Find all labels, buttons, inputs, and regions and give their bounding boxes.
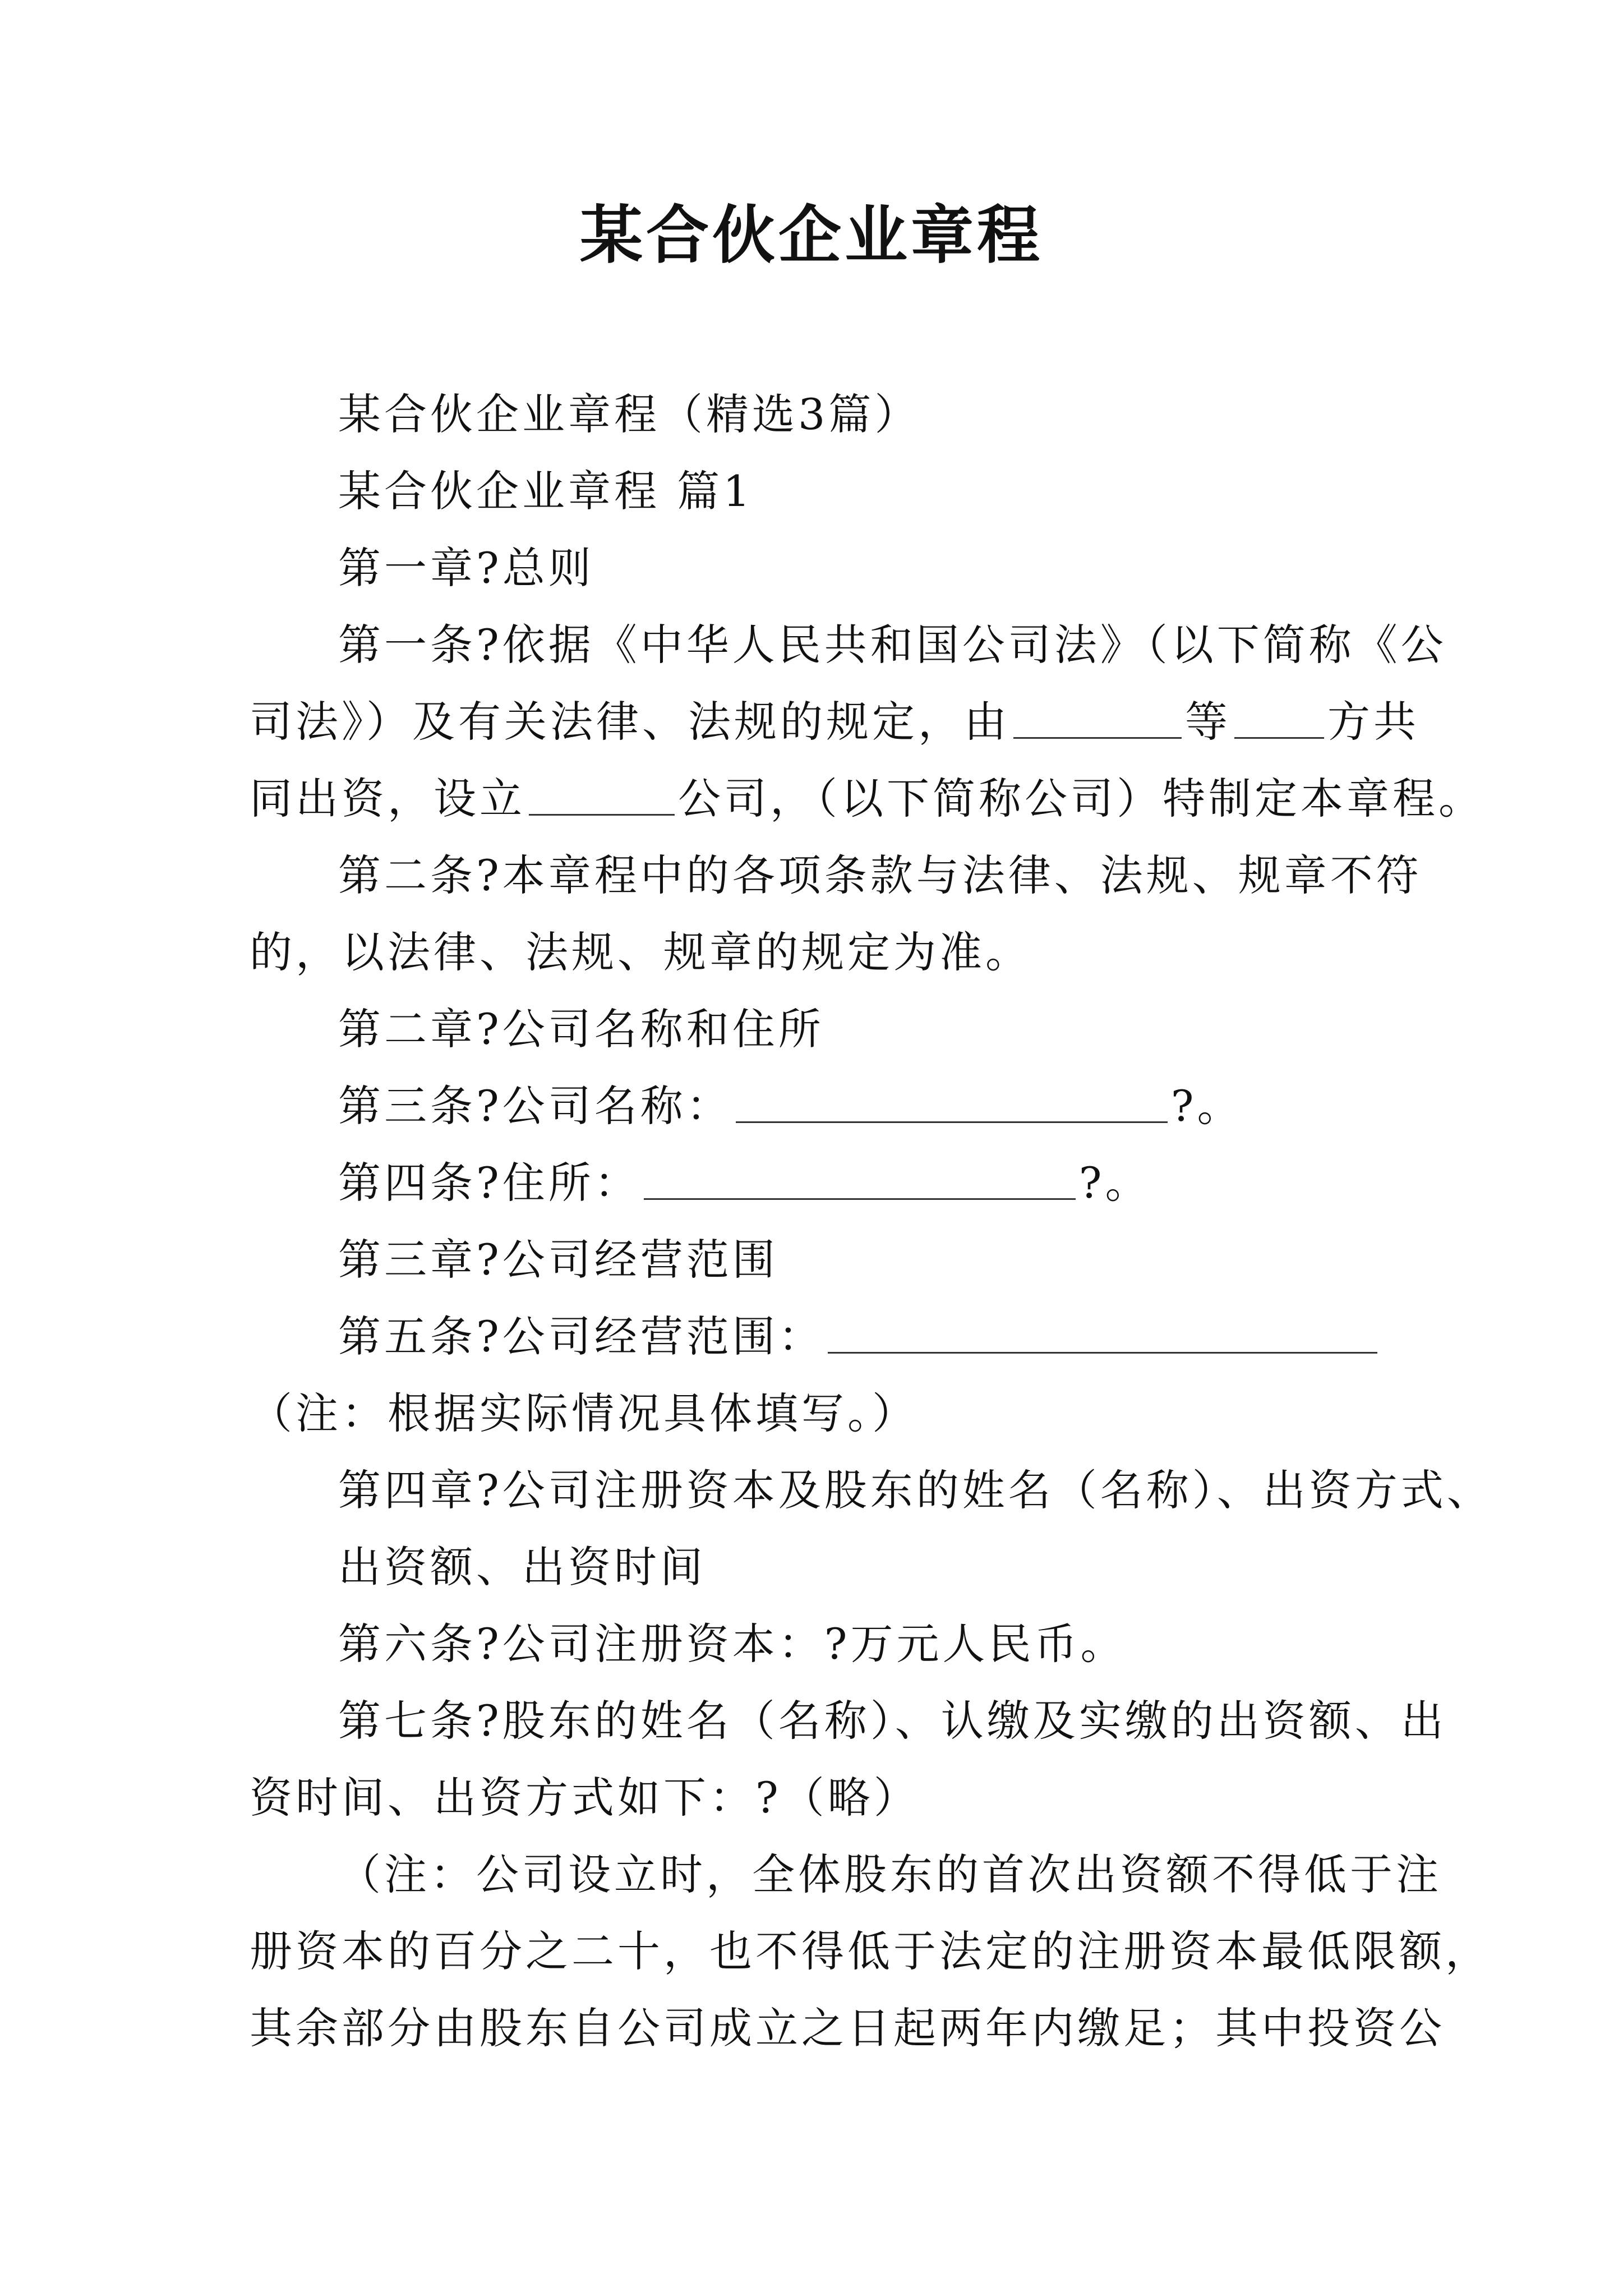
paragraph-line: 第一章?总则 <box>338 543 594 593</box>
fill-in-blank <box>736 1082 1168 1123</box>
paragraph-line: （注：公司设立时，全体股东的首次出资额不得低于注 <box>338 1849 1442 1899</box>
paragraph-line: （注：根据实际情况具体填写。） <box>250 1388 918 1438</box>
paragraph-line <box>250 1298 1377 1375</box>
text-segment: 方共 <box>1327 697 1419 747</box>
paragraph-line: 第二章?公司名称和住所 <box>338 1004 824 1054</box>
paragraph-line <box>250 1068 1377 1144</box>
paragraph-line: 的，以法律、法规、规章的规定为准。 <box>250 927 1031 977</box>
paragraph-line <box>250 1144 1377 1221</box>
fill-in-blank <box>828 1313 1377 1354</box>
paragraph-line: 第六条?公司注册资本：?万元人民币。 <box>338 1619 1127 1669</box>
paragraph-line: 第二条?本章程中的各项条款与法律、法规、规章不符 <box>338 850 1422 900</box>
text-segment: 司法》）及有关法律、法规的规定，由 <box>250 697 1010 747</box>
text-segment: ?。 <box>1078 1158 1151 1208</box>
paragraph-line: 资时间、出资方式如下：?（略） <box>250 1773 920 1823</box>
paragraph-line: 出资额、出资时间 <box>338 1542 706 1592</box>
paragraph-line: 某合伙企业章程（精选3篇） <box>338 389 921 439</box>
fill-in-blank <box>1013 698 1182 739</box>
text-segment: 同出资，设立 <box>250 774 525 823</box>
paragraph-line: 册资本的百分之二十，也不得低于法定的注册资本最低限额， <box>250 1926 1491 1976</box>
fill-in-blank <box>644 1159 1076 1200</box>
document-title: 某合伙企业章程 <box>580 199 1043 272</box>
paragraph-line: 第四章?公司注册资本及股东的姓名（名称）、出资方式、 <box>338 1465 1493 1515</box>
paragraph-line: 第三章?公司经营范围 <box>338 1235 778 1285</box>
text-segment: 公司，（以下简称公司）特制定本章程。 <box>678 774 1484 823</box>
paragraph-line <box>250 760 1484 837</box>
text-segment: 等 <box>1185 697 1231 747</box>
fill-in-blank <box>529 775 675 816</box>
paragraph-line <box>250 683 1419 760</box>
text-segment: 第四条?住所： <box>338 1158 640 1208</box>
text-segment: ?。 <box>1170 1081 1243 1131</box>
fill-in-blank <box>1234 698 1324 739</box>
paragraph-line: 第七条?股东的姓名（名称）、认缴及实缴的出资额、出 <box>338 1696 1447 1746</box>
document-body <box>250 376 1493 2067</box>
text-segment: 第五条?公司经营范围： <box>338 1312 824 1361</box>
paragraph-line: 某合伙企业章程 篇1 <box>338 466 754 516</box>
paragraph-line: 其余部分由股东自公司成立之日起两年内缴足；其中投资公 <box>250 2003 1445 2053</box>
paragraph-line: 第一条?依据《中华人民共和国公司法》（以下简称《公 <box>338 620 1447 670</box>
text-segment: 第三条?公司名称： <box>338 1081 732 1131</box>
